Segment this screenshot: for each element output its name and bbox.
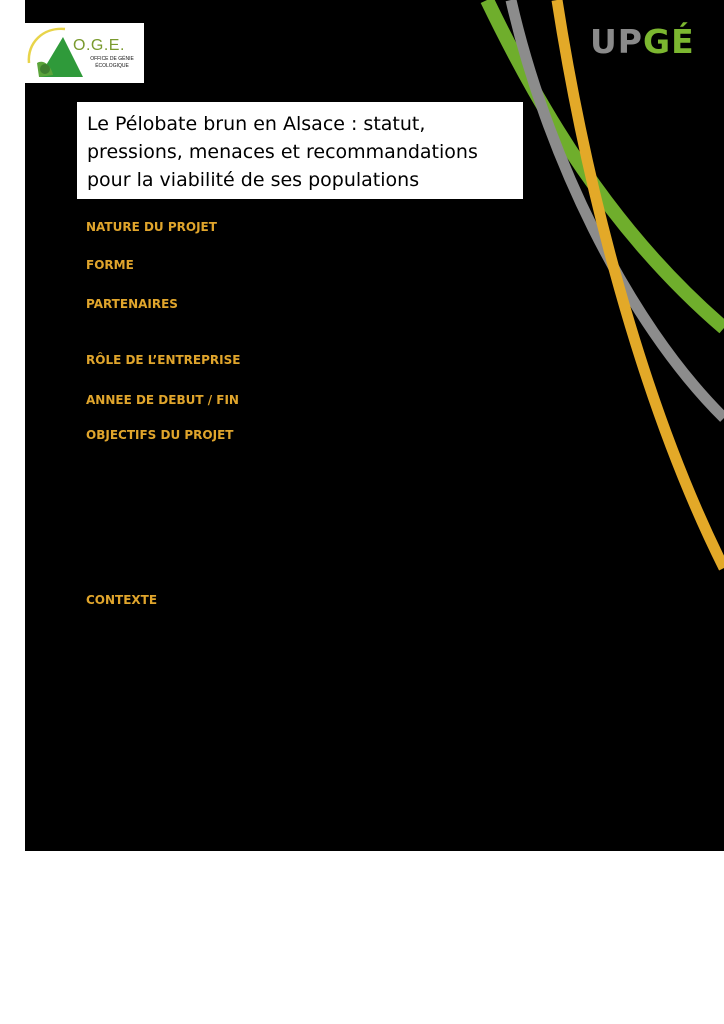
section-annee: ANNEE DE DEBUT / FIN [86,393,239,407]
section-partenaires: PARTENAIRES [86,297,178,311]
section-contexte: CONTEXTE [86,593,158,607]
oge-logo-name: O.G.E. [73,37,125,54]
oge-logo-subtitle: OFFICE DE GÉNIE ÉCOLOGIQUE [90,56,134,69]
document-title: Le Pélobate brun en Alsace : statut, pressions, menaces et recommandations pour la viabilité de ses populations [87,113,478,191]
yellow-curve [557,0,724,568]
oge-logo [25,23,144,83]
section-role-entreprise: RÔLE DE L’ENTREPRISE [86,353,241,367]
upge-logo-part2: GÉ [642,22,695,61]
upge-logo [590,22,695,62]
section-objectifs: OBJECTIFS DU PROJET [86,428,234,442]
upge-logo-part1: UP [590,22,643,61]
section-forme: FORME [86,258,134,272]
document-title-box [77,102,523,199]
section-nature-du-projet: NATURE DU PROJET [86,220,217,234]
